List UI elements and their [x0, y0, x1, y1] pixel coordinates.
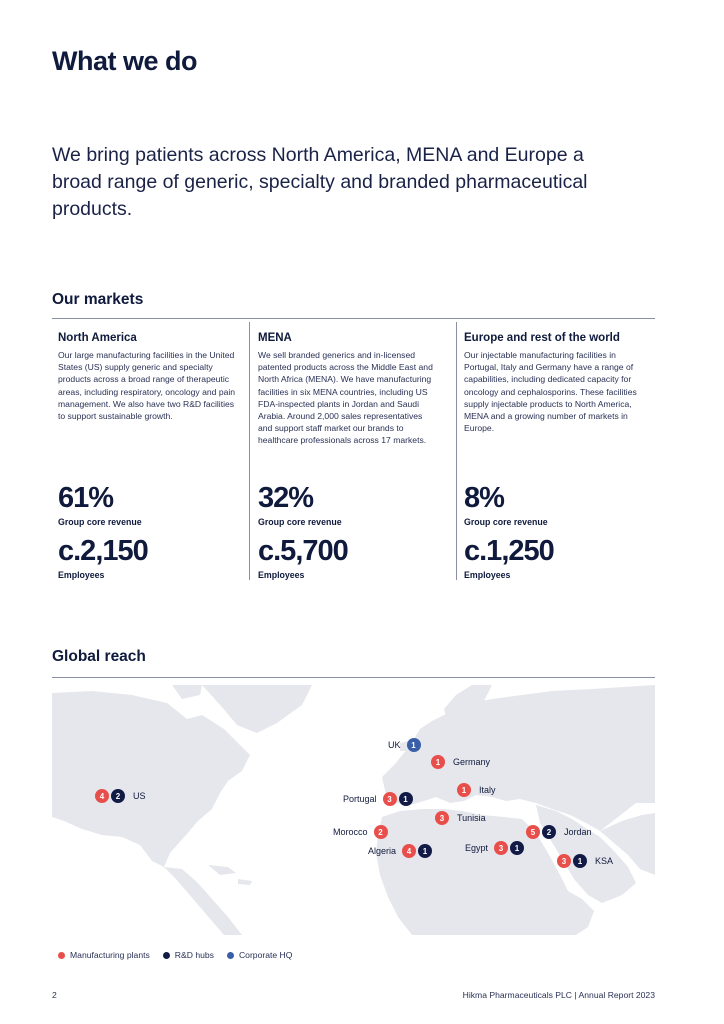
marker-uk[interactable] [388, 738, 423, 752]
rd-count: 2 [111, 789, 125, 803]
marker-ksa[interactable] [557, 854, 613, 868]
market-europe-rest-of-world [456, 322, 655, 580]
market-description: Our injectable manufacturing facilities in Portugal, Italy and Germany have a range of capabilities, including dedicated capacity for oncology and cephalosporins. These facilities supply injectable products to North America, MENA and a growing number of markets in Europe. [464, 350, 637, 434]
employee-count: c.5,700 [258, 535, 348, 567]
market-name: North America [58, 332, 137, 344]
marker-jordan[interactable] [526, 825, 592, 839]
market-name: Europe and rest of the world [464, 332, 620, 344]
manufacturing-count: 1 [457, 783, 471, 797]
rd-count: 2 [542, 825, 556, 839]
rd-count: 1 [573, 854, 587, 868]
location-label: Tunisia [457, 813, 486, 823]
location-label: Germany [453, 757, 491, 767]
revenue-label: Group core revenue [58, 517, 142, 527]
location-label: Italy [479, 785, 496, 795]
location-label: Morocco [333, 827, 368, 837]
legend-label: Manufacturing plants [70, 950, 150, 960]
location-label: Portugal [343, 794, 377, 804]
manufacturing-dot-icon [58, 952, 65, 959]
marker-egypt[interactable] [465, 841, 526, 855]
manufacturing-count: 3 [435, 811, 449, 825]
hq-count: 1 [407, 738, 421, 752]
legend-hq [227, 950, 293, 960]
location-label: KSA [595, 856, 614, 866]
manufacturing-count: 4 [95, 789, 109, 803]
map-legend [58, 950, 305, 960]
location-label: Jordan [564, 827, 592, 837]
market-description: We sell branded generics and in-licensed patented products across the Middle East and North Africa (MENA). We have manufacturing facilities in six MENA countries, including US FDA-inspected plants in Jordan and Saudi Arabia. Around 2,000 sales representatives and support staff market our brands to healthcare professionals across 17 markets. [258, 350, 433, 446]
revenue-share: 8% [464, 482, 504, 514]
manufacturing-count: 3 [383, 792, 397, 806]
markets-divider [52, 318, 655, 319]
location-label: US [133, 791, 146, 801]
marker-tunisia[interactable] [435, 811, 486, 825]
revenue-label: Group core revenue [258, 517, 342, 527]
manufacturing-count: 2 [374, 825, 388, 839]
market-north-america [52, 322, 248, 580]
legend-label: R&D hubs [174, 950, 214, 960]
legend-rd [163, 950, 214, 960]
rd-dot-icon [163, 952, 170, 959]
rd-count: 1 [510, 841, 524, 855]
manufacturing-count: 3 [494, 841, 508, 855]
revenue-share: 32% [258, 482, 314, 514]
location-label: UK [388, 740, 401, 750]
report-title: Hikma Pharmaceuticals PLC | Annual Report 2023 [462, 990, 655, 1000]
marker-us[interactable] [95, 789, 146, 803]
revenue-share: 61% [58, 482, 114, 514]
global-reach-divider [52, 677, 655, 678]
intro-statement: We bring patients across North America, MENA and Europe a broad range of generic, specialty and branded pharmaceutical products. [52, 144, 588, 220]
world-map [52, 685, 655, 935]
global-reach-section-title: Global reach [52, 648, 146, 665]
legend-manufacturing [58, 950, 150, 960]
marker-italy[interactable] [457, 783, 496, 797]
employee-count: c.1,250 [464, 535, 554, 567]
hq-dot-icon [227, 952, 234, 959]
rd-count: 1 [399, 792, 413, 806]
manufacturing-count: 4 [402, 844, 416, 858]
market-description: Our large manufacturing facilities in the United States (US) supply generic and specialty products across a broad range of therapeutic areas, including respiratory, oncology and pain management. We also have two R&D facilities to support sustainable growth. [58, 350, 236, 422]
marker-morocco[interactable] [333, 825, 390, 839]
market-mena [249, 322, 456, 580]
revenue-label: Group core revenue [464, 517, 548, 527]
legend-label: Corporate HQ [238, 950, 293, 960]
manufacturing-count: 5 [526, 825, 540, 839]
manufacturing-count: 1 [431, 755, 445, 769]
employee-label: Employees [258, 570, 305, 580]
location-label: Egypt [465, 843, 489, 853]
page-number: 2 [52, 990, 57, 1000]
marker-germany[interactable] [431, 755, 490, 769]
market-name: MENA [258, 332, 292, 344]
location-label: Algeria [368, 846, 397, 856]
marker-algeria[interactable] [368, 844, 434, 858]
markets-section-title: Our markets [52, 291, 144, 308]
employee-count: c.2,150 [58, 535, 148, 567]
page-title: What we do [52, 46, 197, 76]
world-map-land [52, 685, 655, 935]
employee-label: Employees [58, 570, 105, 580]
rd-count: 1 [418, 844, 432, 858]
manufacturing-count: 3 [557, 854, 571, 868]
employee-label: Employees [464, 570, 511, 580]
marker-portugal[interactable] [343, 792, 415, 806]
